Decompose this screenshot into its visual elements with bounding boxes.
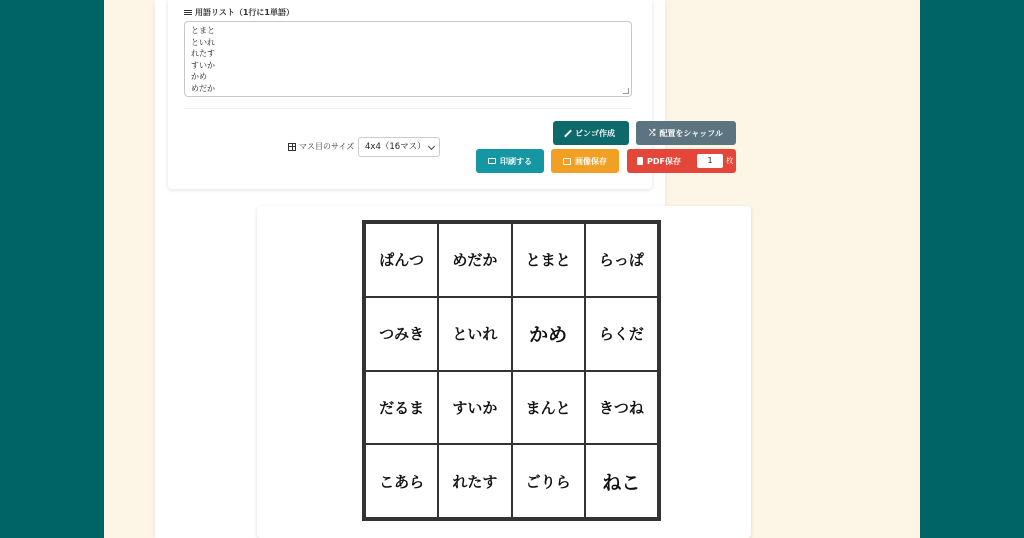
bingo-cell[interactable]: ぱんつ [366, 224, 437, 296]
grid-size-label [288, 141, 354, 152]
copies-input[interactable]: 1 [697, 154, 723, 168]
bingo-cell[interactable]: まんと [513, 372, 584, 444]
bingo-cell[interactable]: だるま [366, 372, 437, 444]
term-line: かめ [191, 72, 207, 81]
terms-textarea[interactable] [184, 21, 632, 97]
shuffle-button[interactable] [636, 121, 736, 145]
bingo-grid [362, 220, 661, 521]
bingo-cell[interactable]: れたす [439, 445, 510, 517]
chevron-down-icon [428, 143, 435, 150]
save-pdf-label: PDF保存 [647, 156, 681, 166]
save-image-label: 画像保存 [575, 156, 607, 166]
term-line: とまと [191, 26, 215, 35]
resize-grip-icon[interactable] [623, 88, 629, 94]
term-line: すいか [191, 60, 215, 70]
save-pdf-button[interactable] [627, 149, 736, 173]
shuffle-label: 配置をシャッフル [659, 128, 723, 138]
grid-size-select[interactable] [358, 137, 440, 157]
bingo-cell[interactable]: らっぱ [586, 224, 657, 296]
grid-size-value: 4x4（16マス） [365, 142, 426, 152]
printer-icon [488, 158, 496, 164]
create-bingo-button[interactable] [553, 121, 629, 145]
copies-unit: 枚 [726, 156, 734, 165]
grid-icon [288, 143, 296, 151]
bingo-cell[interactable]: めだか [439, 224, 510, 296]
terms-label-text: 用語リスト（1行に1単語） [195, 8, 294, 17]
list-icon [184, 9, 192, 16]
divider [184, 108, 632, 109]
bingo-cell[interactable]: ねこ [586, 445, 657, 517]
bingo-cell[interactable]: ごりら [513, 445, 584, 517]
image-icon [563, 158, 571, 165]
bingo-cell[interactable]: つみき [366, 298, 437, 370]
print-label: 印刷する [500, 156, 532, 166]
file-icon [637, 157, 643, 165]
bingo-cell[interactable]: かめ [513, 298, 584, 370]
save-image-button[interactable] [551, 149, 619, 173]
term-line: といれ [191, 37, 215, 47]
bingo-cell[interactable]: すいか [439, 372, 510, 444]
shuffle-icon: ⤮ [649, 128, 656, 137]
create-bingo-label: ビンゴ作成 [575, 128, 615, 138]
pencil-icon [564, 129, 572, 137]
bingo-cell[interactable]: とまと [513, 224, 584, 296]
bingo-cell[interactable]: といれ [439, 298, 510, 370]
print-button[interactable] [476, 149, 544, 173]
bingo-cell[interactable]: らくだ [586, 298, 657, 370]
grid-size-label-text: マス目のサイズ [299, 142, 355, 151]
bingo-cell[interactable]: きつね [586, 372, 657, 444]
term-line: めだか [191, 83, 215, 93]
term-line: れたす [191, 49, 215, 58]
terms-label [184, 7, 294, 18]
bingo-cell[interactable]: こあら [366, 445, 437, 517]
